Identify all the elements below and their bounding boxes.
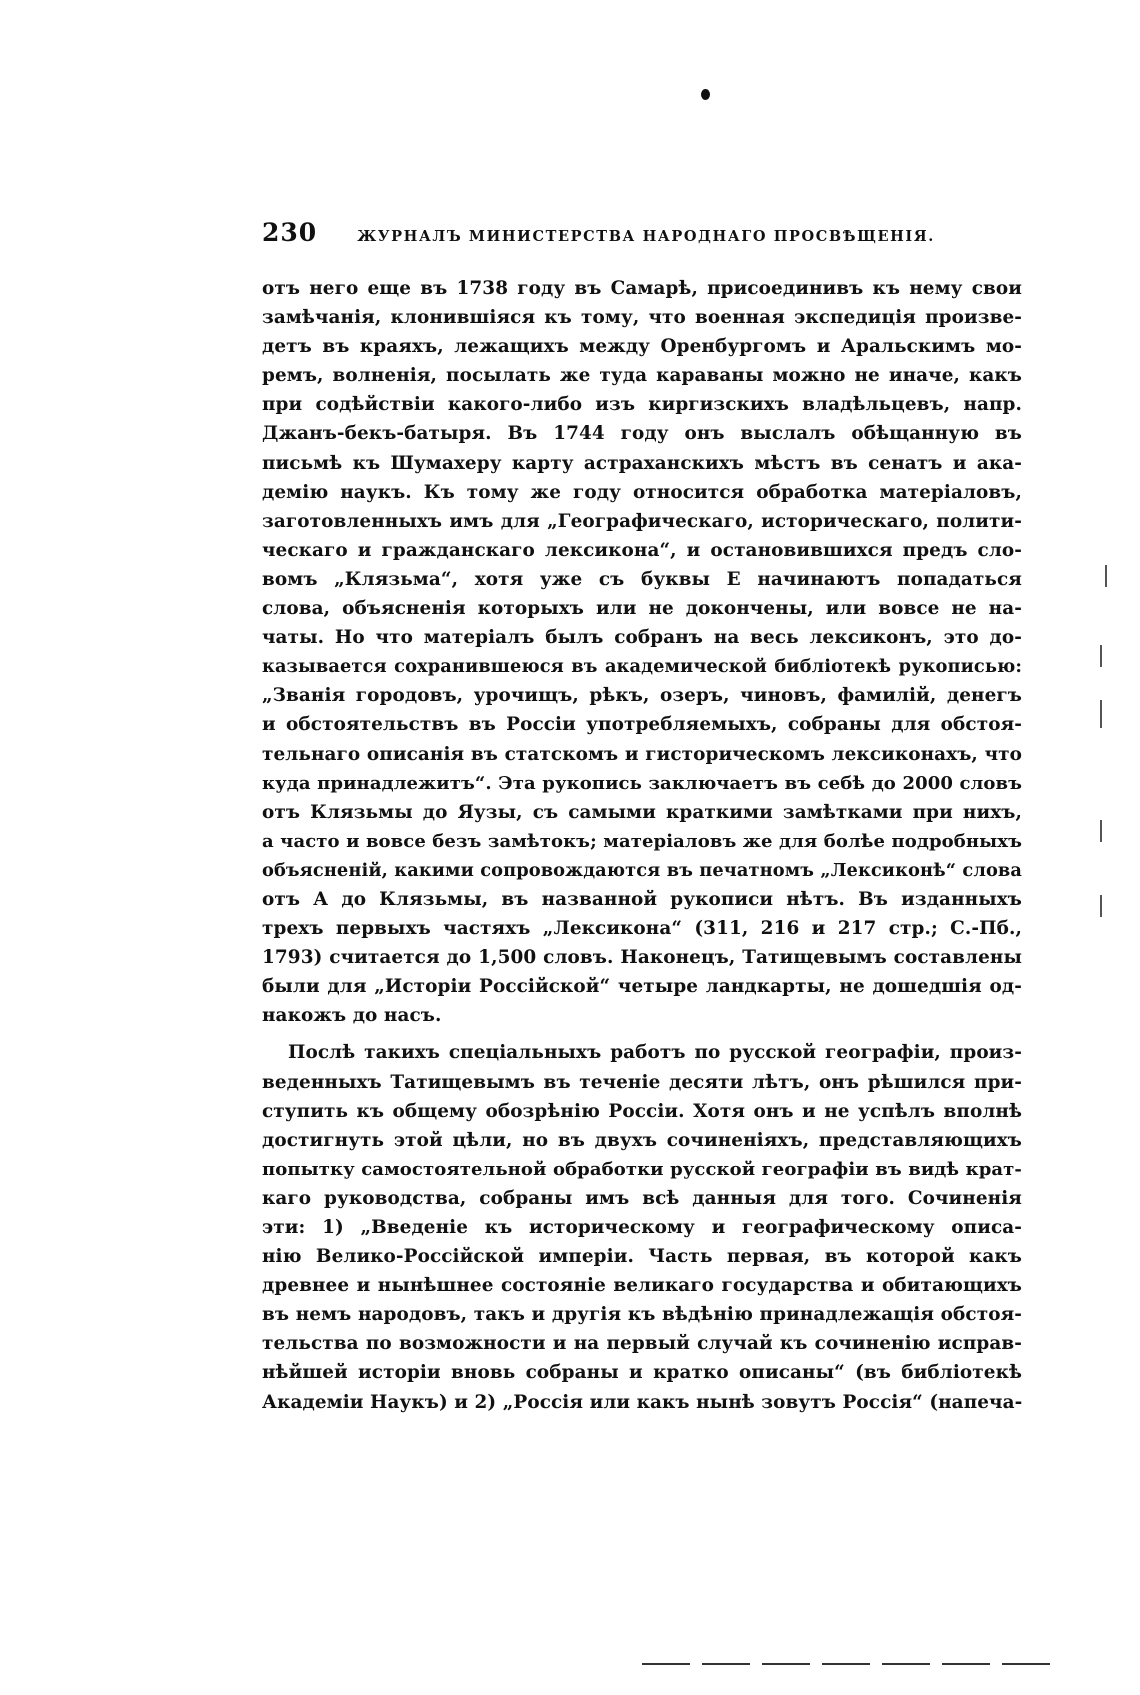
margin-mark [1100,820,1102,842]
text-line: „Званія городовъ, урочищъ, рѣкъ, озеръ, чиновъ, фамилій, денегъ [262,685,1022,707]
text-line: вомъ „Клязьма“, хотя уже съ буквы Е начинаютъ попадаться [262,568,1022,590]
text-line: при содѣйствіи какого-либо изъ киргизскихъ владѣльцевъ, напр. [262,394,1022,416]
text-line: нію Велико-Россійской имперіи. Часть первая, въ которой какъ [262,1246,1022,1268]
text-line: каго руководства, собраны имъ всѣ данныя для того. Сочиненія [262,1187,1022,1209]
text-line: тельства по возможности и на первый случай къ сочиненію исправ- [262,1333,1022,1355]
page-header [262,218,1022,252]
text-line: достигнуть этой цѣли, но въ двухъ сочиненіяхъ, представляющихъ [262,1129,1022,1151]
margin-mark [1100,700,1102,728]
text-line: отъ А до Клязьмы, въ названной рукописи нѣтъ. Въ изданныхъ [262,888,1022,910]
text-line: Джанъ-бекъ-батыря. Въ 1744 году онъ выслалъ обѣщанную въ [262,423,1022,445]
text-line: трехъ первыхъ частяхъ „Лексикона“ (311, 216 и 217 стр.; С.-Пб., [262,918,1022,940]
text-line: тельнаго описанія въ статскомъ и гисторическомъ лексиконахъ, что [262,743,1022,765]
text-line: письмѣ къ Шумахеру карту астраханскихъ мѣстъ въ сенатъ и ака- [262,452,1022,474]
text-line: ступить къ общему обозрѣнію Россіи. Хотя онъ и не успѣлъ вполнѣ [262,1100,1022,1122]
paragraph-1 [262,274,1022,1030]
text-line: древнее и нынѣшнее состояніе великаго государства и обитающихъ [262,1275,1022,1297]
text-line: слова, объясненія которыхъ или не докончены, или вовсе не на- [262,598,1022,620]
text-line: и обстоятельствъ въ Россіи употребляемыхъ, собраны для обстоя- [262,714,1022,736]
text-line: накожъ до насъ. [262,1005,442,1027]
text-line: 1793) считается до 1,500 словъ. Наконецъ, Татищевымъ составлены [262,947,1022,969]
ink-dot [701,89,710,100]
text-line: отъ него еще въ 1738 году въ Самарѣ, присоединивъ къ нему свои [262,278,1022,299]
text-line: ремъ, волненія, посылать же туда караваны можно не иначе, какъ [262,365,1022,387]
text-line: ческаго и гражданскаго лексикона“, и остановившихся предъ сло- [262,539,1022,561]
text-line: эти: 1) „Введеніе къ историческому и географическому описа- [262,1217,1022,1238]
text-line: детъ въ краяхъ, лежащихъ между Оренбургомъ и Аральскимъ мо- [262,336,1022,358]
text-line: веденныхъ Татищевымъ въ теченіе десяти лѣтъ, онъ рѣшился при- [262,1071,1022,1093]
text-line: отъ Клязьмы до Яузы, съ самыми краткими замѣтками при нихъ, [262,801,1022,823]
text-line: въ немъ народовъ, такъ и другія къ вѣдѣнію принадлежащія обстоя- [262,1304,1022,1326]
text-line: попытку самостоятельной обработки русской географіи въ видѣ крат- [262,1158,1022,1180]
text-line: куда принадлежитъ“. Эта рукопись заключаетъ въ себѣ до 2000 словъ [262,772,1022,794]
text-line: замѣчанія, клонившіяся къ тому, что военная экспедиція произве- [262,307,1022,329]
margin-mark [1100,895,1102,917]
text-line: были для „Исторіи Россійской“ четыре ландкарты, не дошедшія од- [262,976,1022,998]
text-line: а часто и вовсе безъ замѣтокъ; матеріаловъ же для болѣе подробныхъ [262,830,1022,852]
paragraph-2 [262,1038,1022,1416]
text-line: Академіи Наукъ) и 2) „Россія или какъ нынѣ зовутъ Россія“ (напеча- [262,1391,1023,1413]
margin-mark [1100,645,1102,667]
text-line: объясненій, какими сопровождаются въ печатномъ „Лексиконѣ“ слова [262,859,1022,881]
text-line: казывается сохранившеюся въ академической библіотекѣ рукописью: [262,656,1022,678]
text-line: демію наукъ. Къ тому же году относится обработка матеріаловъ, [262,481,1022,503]
margin-mark [1105,565,1107,587]
text-line: чаты. Но что матеріалъ былъ собранъ на весь лексиконъ, это до- [262,627,1022,649]
text-line: заготовленныхъ имъ для „Географическаго, историческаго, полити- [262,510,1022,532]
page-number: 230 [262,218,318,247]
running-head: ЖУРНАЛЪ МИНИСТЕРСТВА НАРОДНАГО ПРОСВѢЩЕНІЯ. [357,228,935,245]
body-text [262,274,1022,1417]
paragraph-gap [262,1030,1022,1038]
footer-rule [642,1663,1050,1665]
text-line: Послѣ такихъ спеціальныхъ работъ по русской географіи, произ- [288,1042,1022,1064]
text-line: нѣйшей исторіи вновь собраны и кратко описаны“ (въ библіотекѣ [262,1362,1022,1384]
